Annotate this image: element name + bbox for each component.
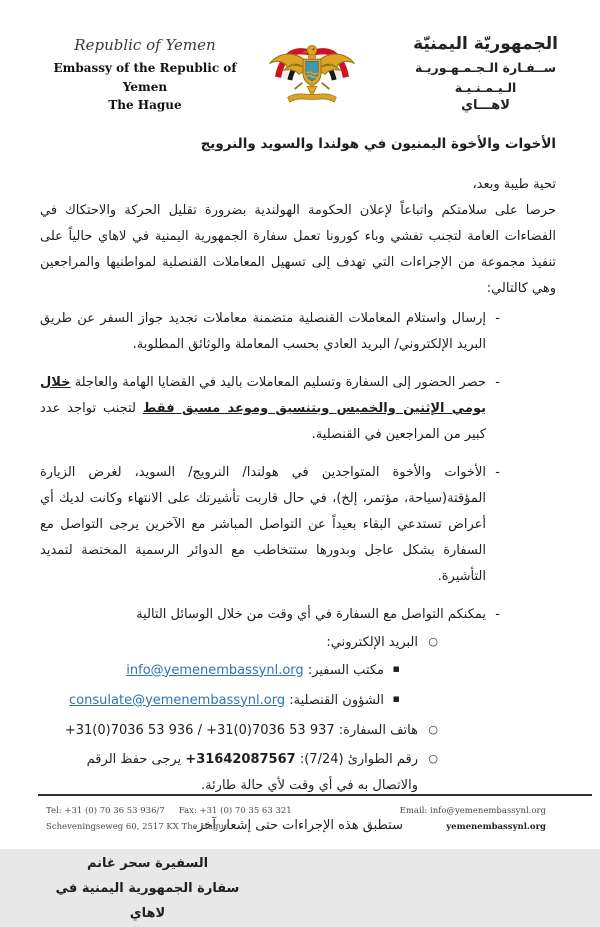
- letterhead-english: [50, 30, 240, 115]
- contact-methods-list: [40, 630, 440, 799]
- closing-statement: ستطبق هذه الإجراءات حتى إشعار آخر.: [193, 817, 403, 833]
- procedure-text: إرسال واستلام المعاملات القنصلية متضمنة معاملات تجديد جواز السفر عن طريق البريد الإلكتروني/ البريد العادي بحسب المعاملة والوثائق المطلوبة.: [40, 310, 486, 352]
- email-list: [40, 658, 402, 714]
- procedure-item-contact: [40, 602, 500, 799]
- procedure-item-mail: [40, 306, 500, 358]
- footer-tel-fax: [46, 803, 292, 819]
- ambassador-office-email-row: [40, 658, 402, 684]
- country-name-english: Republic of Yemen: [74, 36, 216, 54]
- footer-website: yemenembassynl.org: [446, 821, 546, 832]
- city-name-arabic: لاهـــاي: [461, 98, 510, 113]
- city-name-english: The Hague: [108, 98, 182, 113]
- emergency-label: رقم الطوارئ (7/24):: [299, 751, 418, 767]
- phone-number-2: +31(0)7036 53 936: [64, 722, 194, 738]
- signature-name: السفيرة سحر غانم: [86, 855, 209, 871]
- phone-label: هاتف السفارة:: [338, 722, 418, 738]
- letterhead: [0, 0, 600, 115]
- ambassador-office-email-link[interactable]: info@yemenembassynl.org: [126, 662, 304, 678]
- country-name-arabic: الجمهوريّة اليمنيّة: [413, 34, 558, 54]
- intro-paragraph: حرصا على سلامتكم واتباعاً لإعلان الحكومة الهولندية بضرورة تقليل الحركة والاحتكاك في الفضاءات العامة لتجنب تفشي وباء كورونا تعمل سفارة الجمهورية اليمنية في لاهاي حالياً على تنفيذ مجموعة من الإجراءات التي تهدف إلى تسهيل المعاملات القنصلية لمواطنيها والمراجعين وهي كالتالي:: [40, 202, 556, 296]
- emergency-number: +31642087567: [185, 751, 296, 767]
- embassy-name-arabic: ســفـارة الـجـمـهـوريـة الـيـمـنـيـة: [414, 60, 556, 95]
- footer-fax: Fax: +31 (0) 70 35 63 321: [178, 805, 292, 816]
- footer-address: Scheveningseweg 60, 2517 KX The Hague: [46, 821, 229, 832]
- emergency-row: [40, 747, 440, 799]
- procedure-text: لتجنب تواجد عدد كبير من المراجعين في القنصلية.: [40, 400, 486, 442]
- procedures-list: [40, 306, 500, 799]
- ambassador-office-label: مكتب السفير:: [307, 662, 384, 678]
- procedure-text: الأخوات والأخوة المتواجدين في هولندا/ النرويج/ السويد، لغرض الزيارة المؤقتة(سياحة، مؤتمر، إلخ)، في حال قاربت تأشيرتك على الانتهاء وكانت لديك أي أعراض تستدعي البقاء بعيداً عن التواصل المباشر مع الآخرين يرجى التواصل مع السفارة بشكل عاجل وبدورها ستتخاطب مع الدوائر الرسمية المختصة لتمديد التأشيرة.: [40, 464, 486, 584]
- phone-separator: /: [197, 722, 202, 738]
- footer-email: Email: info@yemenembassynl.org: [399, 805, 546, 816]
- email-section-label: البريد الإلكتروني:: [326, 634, 418, 650]
- procedure-item-visits: [40, 370, 500, 448]
- salutation: تحية طيبة وبعد،: [472, 176, 556, 192]
- page-footer: [38, 794, 592, 835]
- procedure-text: يمكنكم التواصل مع السفارة في أي وقت من خلال الوسائل التالية: [136, 606, 486, 622]
- procedure-text-emphasis: خلال يومي الإثنين والخميس وبتنسيق وموعد مسبق فقط: [40, 374, 486, 416]
- consular-label: الشؤون القنصلية:: [289, 692, 384, 708]
- signature-org: سفارة الجمهورية اليمنية في لاهاي: [55, 881, 240, 922]
- embassy-name-english: Embassy of the Republic of Yemen: [53, 61, 237, 94]
- contact-email-section: [40, 630, 440, 714]
- phone-number-1: +31(0)7036 53 937: [206, 722, 335, 738]
- emergency-note: يرجى حفظ الرقم والاتصال به في أي وقت لأي حالة طارئة.: [86, 751, 418, 793]
- consular-email-row: [40, 688, 402, 714]
- phone-row: [40, 718, 440, 744]
- letter-title: الأخوات والأخوة اليمنيون في هولندا والسويد والنرويج: [200, 135, 556, 152]
- procedure-item-visa: [40, 460, 500, 590]
- footer-tel: Tel: +31 (0) 70 36 53 936/7: [46, 805, 165, 816]
- procedure-text: حصر الحضور إلى السفارة وتسليم المعاملات باليد في القضايا الهامة والعاجلة: [70, 374, 486, 390]
- signature-block: [40, 851, 255, 927]
- yemen-coat-of-arms-icon: [260, 30, 364, 112]
- footer-contact-right: [400, 803, 546, 835]
- letterhead-arabic: [383, 30, 588, 113]
- footer-contact-left: [46, 803, 292, 835]
- consular-email-link[interactable]: consulate@yemenembassynl.org: [69, 692, 286, 708]
